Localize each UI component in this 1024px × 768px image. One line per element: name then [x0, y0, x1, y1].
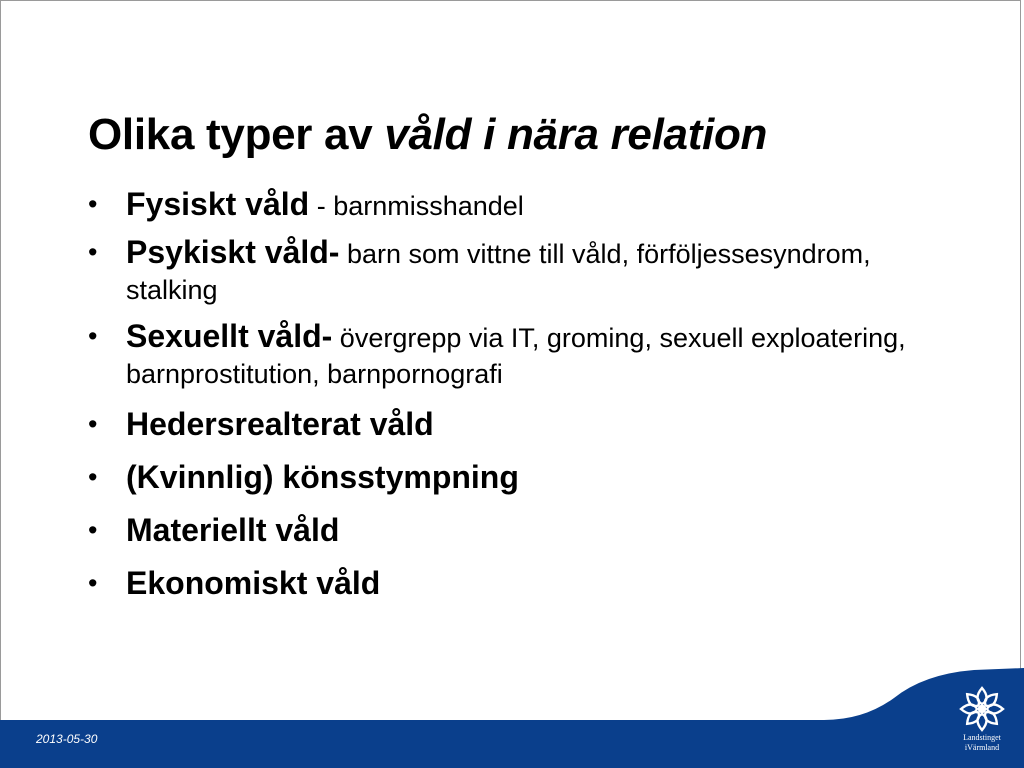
list-item	[88, 455, 948, 499]
list-item	[88, 186, 948, 224]
landstinget-logo	[950, 686, 1014, 764]
bullet-term: (Kvinnlig) könsstympning	[126, 459, 519, 495]
bullet-desc: barn som vittne till våld, förföljessesyndrom, stalking	[126, 239, 871, 305]
bullet-term: Hedersrealterat våld	[126, 406, 434, 442]
bullet-dot: •	[88, 568, 98, 598]
star-flower-icon	[959, 686, 1005, 732]
bullet-term: Fysiskt våld	[126, 186, 310, 222]
bullet-dot: •	[88, 237, 98, 267]
title-italic: våld i nära relation	[384, 110, 768, 159]
bullet-dot: •	[88, 189, 98, 219]
bullet-desc: övergrepp via IT, groming, sexuell exploatering, barnprostitution, barnpornografi	[126, 323, 906, 389]
bullet-list	[88, 186, 948, 614]
bullet-dot: •	[88, 321, 98, 351]
bullet-term: Psykiskt våld-	[126, 234, 340, 270]
bullet-desc: - barnmisshandel	[309, 191, 524, 221]
footer-date: 2013-05-30	[36, 732, 98, 746]
bullet-dot: •	[88, 515, 98, 545]
list-item	[88, 402, 948, 446]
list-item	[88, 561, 948, 605]
bullet-dot: •	[88, 462, 98, 492]
list-item	[88, 318, 948, 392]
bullet-term: Materiellt våld	[126, 512, 340, 548]
list-item	[88, 234, 948, 308]
logo-text-line1: Landstinget	[963, 733, 1001, 742]
bullet-dot: •	[88, 409, 98, 439]
bullet-term: Ekonomiskt våld	[126, 565, 381, 601]
slide-title	[88, 108, 767, 162]
logo-text-line2: iVärmland	[964, 743, 1000, 752]
title-plain: Olika typer av	[88, 110, 385, 159]
bullet-term: Sexuellt våld-	[126, 318, 333, 354]
list-item	[88, 508, 948, 552]
